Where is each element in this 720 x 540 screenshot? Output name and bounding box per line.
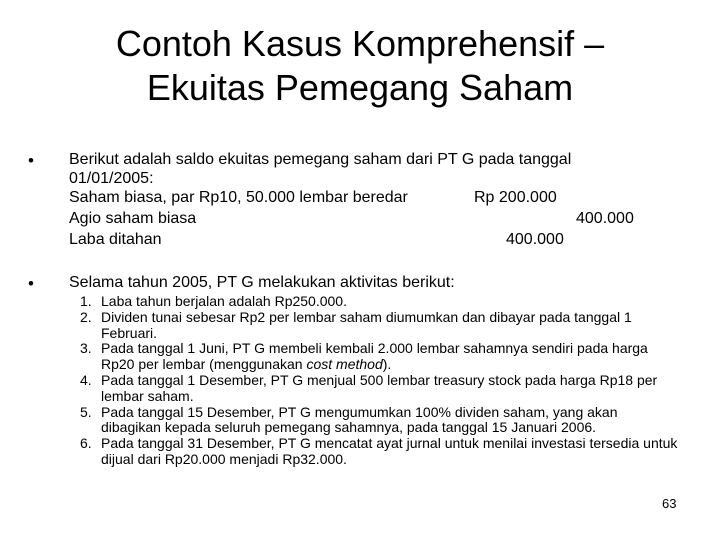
list-item [80,294,680,310]
section-2-intro: Selama tahun 2005, PT G melakukan aktivitas berikut: [69,274,455,291]
list-item-text: Pada tanggal 15 Desember, PT G mengumumkan 100% dividen saham, yang akan dibagikan kepada seluruh pemegang sahamnya, pada tanggal 15 Januari 2006. [101,403,618,436]
slide-title-line-1: Contoh Kasus Komprehensif – [115,23,605,64]
balance-row-retained-earnings [69,230,571,251]
balance-row-paid-in-capital [69,209,634,230]
list-item-text-part: Pada tanggal 1 Juni, PT G membeli kembali 2.000 lembar sahamnya sendiri pada harga Rp20 per lembar (menggunakan [101,340,648,373]
list-item-number: 6. [80,435,92,452]
list-item [80,405,680,437]
list-item [80,341,680,373]
list-item-text-italic: cost method [306,356,383,373]
list-item-text: Dividen tunai sebesar Rp2 per lembar saham diumumkan dan dibayar pada tanggal 1 Februari. [101,308,632,341]
activity-list [80,294,680,468]
list-item-text: Pada tanggal 1 Desember, PT G menjual 500 lembar treasury stock pada harga Rp18 per lembar saham. [101,371,658,404]
list-item [80,310,680,342]
page-number: 63 [662,496,677,511]
list-item-text [101,340,648,372]
slide-title [0,22,720,110]
section-1-intro-line-1: Berikut adalah saldo ekuitas pemegang saham dari PT G pada tanggal [69,151,572,168]
list-item-number: 4. [80,371,92,388]
list-item [80,436,680,468]
slide-title-line-2: Ekuitas Pemegang Saham [146,67,574,108]
list-item-text: Laba tahun berjalan adalah Rp250.000. [101,293,347,309]
list-item-text: Pada tanggal 31 Desember, PT G mencatat ayat jurnal untuk menilai investasi tersedia untuk dijual dari Rp20.000 menjadi Rp32.000. [101,435,678,467]
balance-label: Laba ditahan [69,231,162,248]
list-item-number: 3. [80,340,92,357]
balance-amount: 400.000 [506,231,564,248]
list-item-number: 1. [80,293,92,309]
bullet-1: • [28,151,34,170]
balance-label: Agio saham biasa [69,210,197,227]
list-item-number: 2. [80,308,92,325]
section-1-paragraph [69,150,634,251]
list-item [80,373,680,405]
section-1-intro-line-2: 01/01/2005: [69,170,154,187]
list-item-number: 5. [80,403,92,420]
list-item-text-part: ). [382,356,392,373]
balance-label: Saham biasa, par Rp10, 50.000 lembar beredar [69,189,408,206]
bullet-2: • [28,274,34,293]
balance-row-common-stock [69,188,571,209]
balance-amount: Rp 200.000 [474,189,557,206]
balance-amount: 400.000 [576,210,634,227]
